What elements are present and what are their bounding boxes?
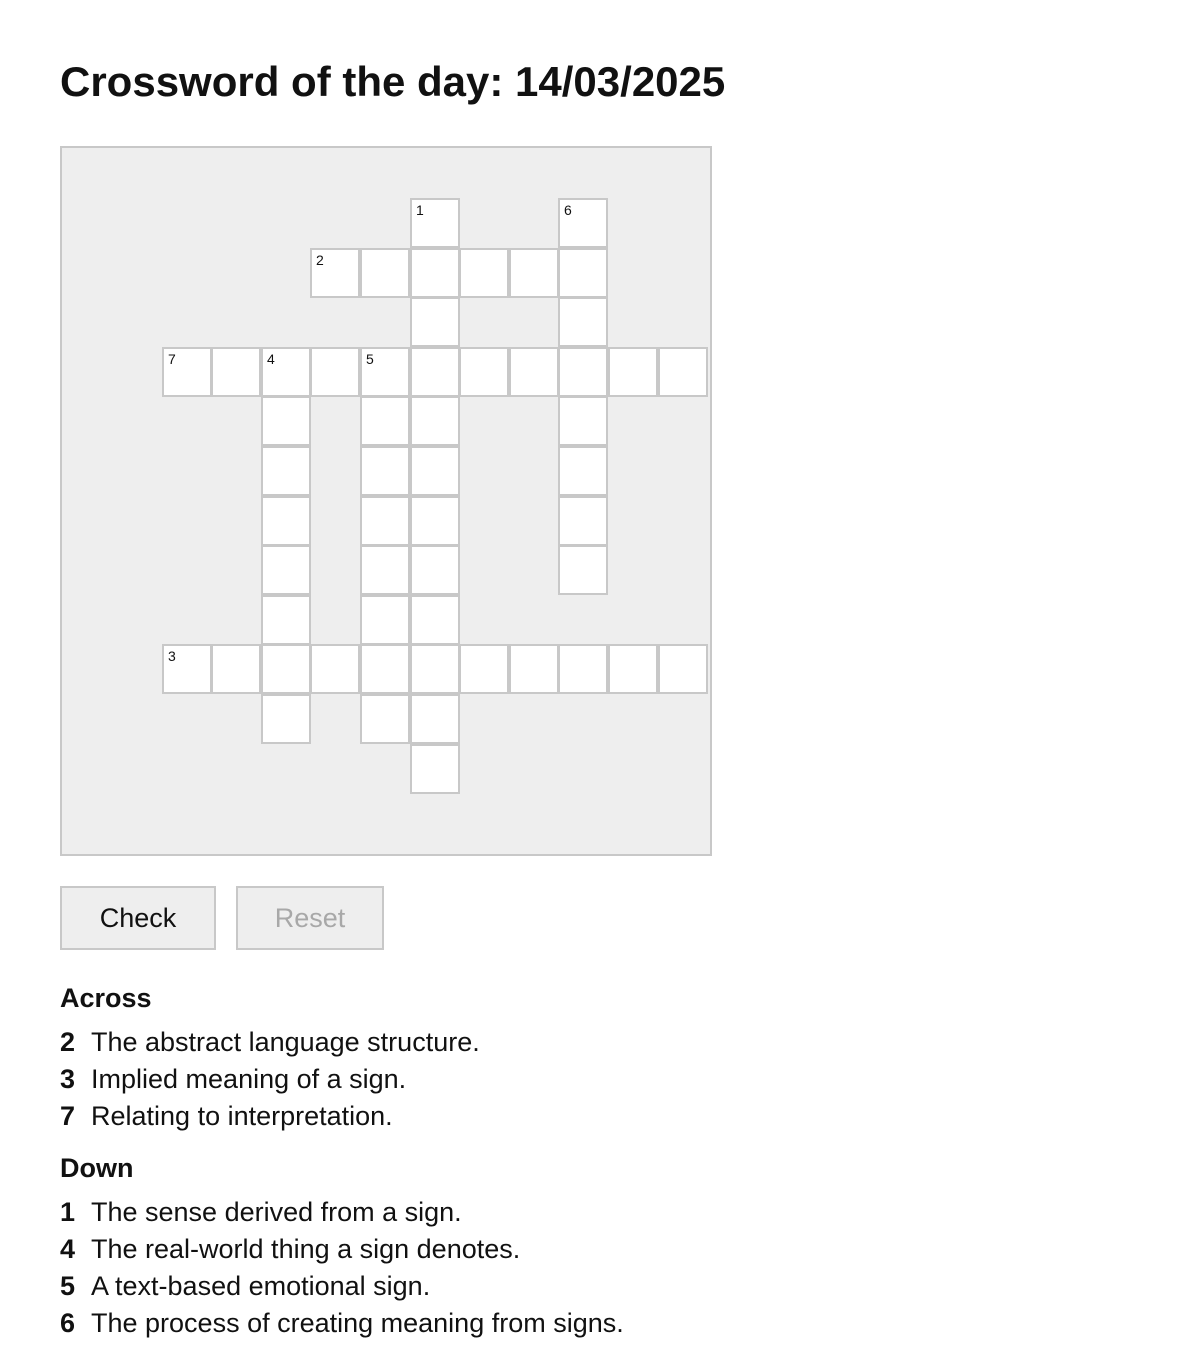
clue-number: 2 bbox=[60, 1027, 76, 1057]
clue-number: 5 bbox=[60, 1271, 76, 1301]
crossword-cell[interactable] bbox=[509, 644, 559, 694]
across-clue bbox=[60, 1098, 480, 1135]
crossword-cell[interactable] bbox=[360, 694, 410, 744]
crossword-cell[interactable] bbox=[261, 347, 311, 397]
down-clue-list bbox=[60, 1194, 624, 1342]
across-clue bbox=[60, 1061, 480, 1098]
crossword-cell[interactable] bbox=[360, 496, 410, 546]
crossword-cell[interactable] bbox=[608, 347, 658, 397]
crossword-cell[interactable] bbox=[410, 446, 460, 496]
clue-number: 6 bbox=[60, 1308, 76, 1338]
crossword-grid bbox=[60, 146, 712, 856]
crossword-cell[interactable] bbox=[558, 644, 608, 694]
crossword-cell[interactable] bbox=[360, 347, 410, 397]
crossword-cell[interactable] bbox=[509, 248, 559, 298]
crossword-cell[interactable] bbox=[310, 248, 360, 298]
down-clue bbox=[60, 1305, 624, 1342]
page-title: Crossword of the day: 14/03/2025 bbox=[60, 58, 726, 105]
clue-text: Implied meaning of a sign. bbox=[91, 1064, 407, 1094]
crossword-cell[interactable] bbox=[310, 347, 360, 397]
check-button[interactable]: Check bbox=[60, 886, 216, 950]
crossword-cell[interactable] bbox=[310, 644, 360, 694]
across-clue-list bbox=[60, 1024, 480, 1135]
clue-number: 3 bbox=[60, 1064, 76, 1094]
clue-text: The real-world thing a sign denotes. bbox=[91, 1234, 521, 1264]
crossword-cell[interactable] bbox=[261, 694, 311, 744]
crossword-cell[interactable] bbox=[360, 446, 410, 496]
crossword-cell[interactable] bbox=[410, 545, 460, 595]
crossword-cell[interactable] bbox=[211, 347, 261, 397]
crossword-cell[interactable] bbox=[360, 595, 410, 645]
crossword-cell[interactable] bbox=[261, 396, 311, 446]
crossword-cell[interactable] bbox=[658, 347, 708, 397]
crossword-cell[interactable] bbox=[261, 595, 311, 645]
reset-button[interactable]: Reset bbox=[236, 886, 384, 950]
crossword-cell[interactable] bbox=[509, 347, 559, 397]
clue-number: 4 bbox=[60, 1234, 76, 1264]
crossword-cell[interactable] bbox=[410, 496, 460, 546]
clue-text: Relating to interpretation. bbox=[91, 1101, 393, 1131]
clue-text: The abstract language structure. bbox=[91, 1027, 480, 1057]
down-heading: Down bbox=[60, 1153, 134, 1183]
crossword-cell[interactable] bbox=[558, 545, 608, 595]
crossword-cell[interactable] bbox=[410, 347, 460, 397]
cell-number: 2 bbox=[316, 252, 324, 268]
cell-number: 3 bbox=[168, 648, 176, 664]
cell-number: 1 bbox=[416, 202, 424, 218]
crossword-cell[interactable] bbox=[459, 644, 509, 694]
crossword-cell[interactable] bbox=[360, 396, 410, 446]
clue-text: The sense derived from a sign. bbox=[91, 1197, 462, 1227]
crossword-cell[interactable] bbox=[410, 644, 460, 694]
cell-number: 7 bbox=[168, 351, 176, 367]
crossword-cell[interactable] bbox=[558, 248, 608, 298]
cell-number: 5 bbox=[366, 351, 374, 367]
crossword-cell[interactable] bbox=[211, 644, 261, 694]
crossword-cell[interactable] bbox=[459, 347, 509, 397]
across-heading: Across bbox=[60, 983, 152, 1013]
clue-text: A text-based emotional sign. bbox=[91, 1271, 431, 1301]
crossword-cell[interactable] bbox=[558, 396, 608, 446]
down-clue bbox=[60, 1268, 624, 1305]
crossword-cell[interactable] bbox=[261, 545, 311, 595]
crossword-cell[interactable] bbox=[162, 347, 212, 397]
crossword-cell[interactable] bbox=[261, 446, 311, 496]
crossword-cell[interactable] bbox=[608, 644, 658, 694]
crossword-cell[interactable] bbox=[360, 545, 410, 595]
crossword-cell[interactable] bbox=[558, 347, 608, 397]
crossword-cell[interactable] bbox=[360, 644, 410, 694]
crossword-cell[interactable] bbox=[410, 248, 460, 298]
cell-number: 4 bbox=[267, 351, 275, 367]
crossword-cell[interactable] bbox=[410, 744, 460, 794]
down-clue bbox=[60, 1194, 624, 1231]
crossword-cell[interactable] bbox=[410, 396, 460, 446]
crossword-cell[interactable] bbox=[410, 198, 460, 248]
cell-number: 6 bbox=[564, 202, 572, 218]
clue-number: 7 bbox=[60, 1101, 76, 1131]
crossword-cell[interactable] bbox=[410, 297, 460, 347]
crossword-cell[interactable] bbox=[410, 694, 460, 744]
crossword-cell[interactable] bbox=[410, 595, 460, 645]
clue-number: 1 bbox=[60, 1197, 76, 1227]
clue-text: The process of creating meaning from signs. bbox=[91, 1308, 624, 1338]
crossword-cell[interactable] bbox=[261, 644, 311, 694]
crossword-cell[interactable] bbox=[162, 644, 212, 694]
down-clue bbox=[60, 1231, 624, 1268]
crossword-cell[interactable] bbox=[558, 198, 608, 248]
crossword-cell[interactable] bbox=[558, 496, 608, 546]
crossword-cell[interactable] bbox=[558, 446, 608, 496]
crossword-cell[interactable] bbox=[360, 248, 410, 298]
crossword-cell[interactable] bbox=[459, 248, 509, 298]
crossword-cell[interactable] bbox=[558, 297, 608, 347]
crossword-cell[interactable] bbox=[261, 496, 311, 546]
across-clue bbox=[60, 1024, 480, 1061]
crossword-cell[interactable] bbox=[658, 644, 708, 694]
